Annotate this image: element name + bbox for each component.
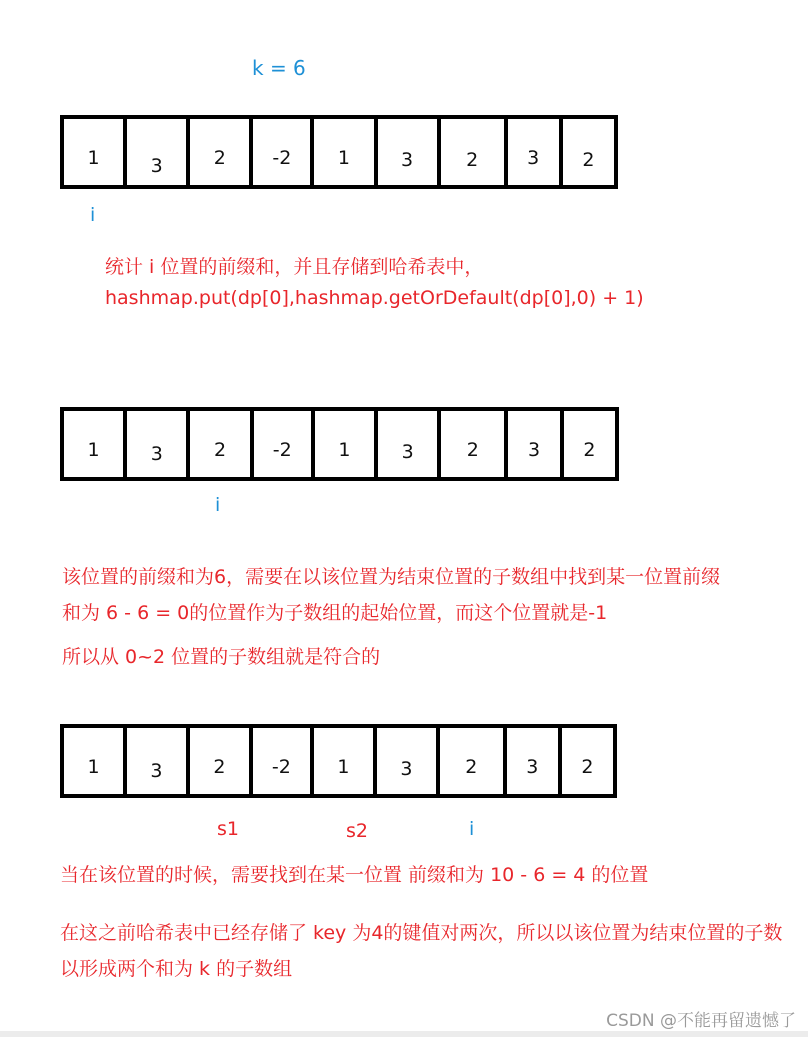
array-cell [253,119,314,185]
array-cell-value: 1 [337,147,350,169]
array-cell [315,411,378,477]
index-marker-i: i [215,494,221,516]
array-cell [563,119,614,185]
array-cell [64,119,127,185]
array-cell [127,411,190,477]
note-section2-line1: 该位置的前缀和为6，需要在以该位置为结束位置的子数组中找到某一位置前缀 [62,566,721,588]
array-cell-value: 3 [528,439,541,461]
array-cell-value: 1 [337,756,350,778]
array-cell [508,411,563,477]
array-cell-value: 3 [526,756,539,778]
array-diagram-2 [60,407,619,481]
array-cell-value: 2 [213,439,227,461]
array-cell-value: 3 [150,443,163,465]
array-cell-value: 1 [87,756,100,778]
array-cell [127,119,190,185]
array-cell-value: 2 [583,439,596,461]
array-cell [508,119,563,185]
array-cell-value: 3 [150,760,163,782]
array-cell [440,728,507,794]
marker-s2: s2 [346,820,368,842]
array-cell-value: 2 [213,147,226,169]
array-cell [507,728,562,794]
array-cell-value: 2 [213,756,226,778]
array-cell [64,728,127,794]
index-marker-i: i [90,204,96,226]
array-cell-value: 1 [87,147,100,169]
array-cell-value: 2 [582,149,595,171]
array-cell [190,411,253,477]
array-cell [64,411,127,477]
note-section1-line2: hashmap.put(dp[0],hashmap.getOrDefault(dp[0],0) + 1) [105,287,644,309]
array-cell-value: 3 [401,149,414,171]
index-marker-i: i [469,818,475,840]
note-section3-line3: 以形成两个和为 k 的子数组 [60,958,293,980]
note-section3-line2: 在这之前哈希表中已经存储了 key 为4的键值对两次，所以以该位置为结束位置的子数 [60,922,783,944]
array-cell-value: 3 [527,147,540,169]
array-cell [562,728,613,794]
array-cell [441,411,508,477]
footer-bar [0,1031,808,1037]
array-cell-value: 3 [401,441,414,463]
k-value-label: k = 6 [252,56,306,80]
array-cell [253,728,314,794]
array-cell [441,119,508,185]
note-section1-line1: 统计 i 位置的前缀和，并且存储到哈希表中， [105,256,484,278]
array-cell [314,119,377,185]
array-cell [190,728,253,794]
array-cell [254,411,315,477]
marker-s1: s1 [217,818,239,840]
array-cell-value: 3 [150,155,163,177]
array-cell-value: 1 [338,439,351,461]
array-cell-value: 2 [466,149,479,171]
array-cell-value: 2 [581,756,594,778]
array-cell [378,411,441,477]
array-cell [377,728,440,794]
array-diagram-1 [60,115,618,189]
array-cell-value: -2 [272,147,292,169]
note-section2-line3: 所以从 0~2 位置的子数组就是符合的 [62,646,381,668]
array-cell [564,411,615,477]
array-cell-value: -2 [271,756,291,778]
array-cell [190,119,253,185]
note-section2-line2: 和为 6 - 6 = 0的位置作为子数组的起始位置，而这个位置就是-1 [62,602,608,624]
array-cell [378,119,441,185]
array-cell-value: 3 [400,758,413,780]
array-diagram-3 [60,724,617,798]
note-section3-line1: 当在该位置的时候，需要找到在某一位置 前缀和为 10 - 6 = 4 的位置 [60,864,649,886]
csdn-watermark: CSDN @不能再留遗憾了 [606,1011,796,1031]
array-cell-value: 2 [465,756,478,778]
array-cell [314,728,377,794]
array-cell [127,728,190,794]
array-cell-value: 2 [466,439,479,461]
array-cell-value: 1 [87,439,100,461]
array-cell-value: -2 [272,439,292,461]
